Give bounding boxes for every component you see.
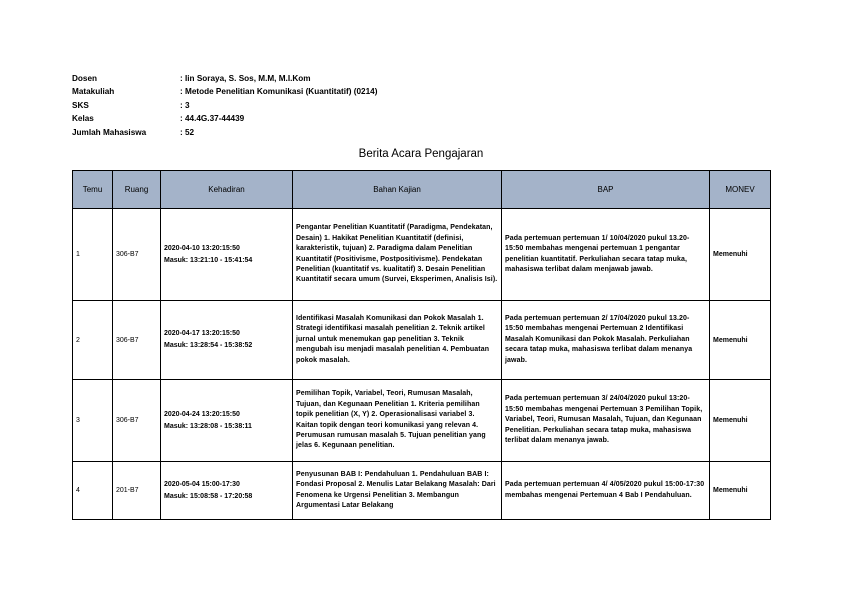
header-bap: BAP — [502, 171, 710, 209]
info-row-matakuliah — [72, 85, 377, 98]
document-title: Berita Acara Pengajaran — [358, 148, 484, 160]
cell-bahan-kajian: Pengantar Penelitian Kuantitatif (Paradigma, Pendekatan, Desain) 1. Hakikat Penelitian Kuantitatif (definisi, karakteristik, tujuan) 2. Paradigma dalam Penelitian Kuantitatif (Positivisme, Postpositivisme). Pendekatan Penelitian (kuantitatif vs. kualitatif) 3. Desain Penelitian Kuantitatif secara umum (Survei, Eksperimen, Analisis Isi). — [293, 209, 502, 301]
kehadiran-schedule: 2020-04-10 13:20:15:50 — [164, 244, 240, 252]
header-bahan-kajian: Bahan Kajian — [293, 171, 502, 209]
cell-bap: Pada pertemuan pertemuan 3/ 24/04/2020 pukul 13:20-15:50 membahas mengenai Pertemuan 3 Pemilihan Topik, Variabel, Teori, Rumusan Masalah, Tujuan, dan Kegunaan Penelitian. Perkuliahan secara tatap muka, mahasiswa terlibat dalam menanya jawab. — [502, 380, 710, 462]
cell-bap: Pada pertemuan pertemuan 2/ 17/04/2020 pukul 13.20-15:50 membahas mengenai Pertemuan 2 Identifikasi Masalah Komunikasi dan Pokok Masalah. Perkuliahan secara tatap muka, mahasiswa terlibat dalam menanya jawab. — [502, 301, 710, 380]
cell-temu: 4 — [73, 462, 113, 520]
header-monev: MONEV — [710, 171, 771, 209]
cell-bap: Pada pertemuan pertemuan 4/ 4/05/2020 pukul 15:00-17:30 membahas mengenai Pertemuan 4 Bab I Pendahuluan. — [502, 462, 710, 520]
cell-kehadiran — [161, 301, 293, 380]
info-value: : Metode Penelitian Komunikasi (Kuantitatif) (0214) — [180, 87, 378, 97]
info-value: : 52 — [180, 127, 195, 137]
cell-ruang: 306-B7 — [113, 380, 161, 462]
cell-ruang: 306-B7 — [113, 209, 161, 301]
info-value: : Iin Soraya, S. Sos, M.M, M.I.Kom — [180, 74, 311, 83]
table-row — [73, 380, 771, 462]
kehadiran-masuk: Masuk: 13:28:54 - 15:38:52 — [164, 342, 253, 349]
kehadiran-masuk: Masuk: 15:08:58 - 17:20:58 — [164, 492, 253, 500]
cell-ruang: 306-B7 — [113, 301, 161, 380]
header-kehadiran: Kehadiran — [161, 171, 293, 209]
info-row-dosen — [72, 72, 377, 85]
cell-kehadiran — [161, 209, 293, 301]
info-row-jumlah-mahasiswa — [72, 126, 377, 139]
info-row-sks — [72, 99, 377, 112]
kehadiran-masuk: Masuk: 13:21:10 - 15:41:54 — [164, 256, 253, 264]
course-info — [72, 72, 377, 139]
info-label: Matakuliah — [72, 87, 115, 97]
cell-monev: Memenuhi — [710, 301, 771, 380]
cell-kehadiran — [161, 380, 293, 462]
info-label: Jumlah Mahasiswa — [72, 127, 147, 137]
cell-temu: 3 — [73, 380, 113, 462]
table-row — [73, 462, 771, 520]
cell-kehadiran — [161, 462, 293, 520]
cell-monev: Memenuhi — [710, 380, 771, 462]
cell-bahan-kajian: Pemilihan Topik, Variabel, Teori, Rumusan Masalah, Tujuan, dan Kegunaan Penelitian 1. Kriteria pemilihan topik penelitian (X, Y) 2. Operasionalisasi variabel 3. Kaitan topik dengan teori komunikasi yang relevan 4. Perumusan rumusan masalah 5. Tujuan penelitian yang jelas 6. Kegunaan penelitian. — [293, 380, 502, 462]
info-value: : 44.4G.37-44439 — [180, 114, 245, 124]
info-label: SKS — [72, 100, 89, 110]
cell-ruang: 201-B7 — [113, 462, 161, 520]
info-row-kelas — [72, 112, 377, 125]
table-row — [73, 301, 771, 380]
kehadiran-schedule: 2020-04-24 13:20:15:50 — [164, 410, 240, 418]
kehadiran-masuk: Masuk: 13:28:08 - 15:38:11 — [164, 422, 252, 430]
cell-bap: Pada pertemuan pertemuan 1/ 10/04/2020 pukul 13.20-15:50 membahas mengenai pertemuan 1 pengantar penelitian kuantitatif. Perkuliahan secara tatap muka, mahasiswa terlibat dalam menjawab jawab. — [502, 209, 710, 301]
kehadiran-schedule: 2020-05-04 15:00-17:30 — [164, 480, 240, 488]
cell-temu: 1 — [73, 209, 113, 301]
bap-table — [72, 170, 771, 520]
table-header-row — [73, 171, 771, 209]
cell-bahan-kajian: Identifikasi Masalah Komunikasi dan Pokok Masalah 1. Strategi identifikasi masalah penelitian 2. Teknik artikel jurnal untuk menemukan gap penelitian 3. Teknik mengubah isu menjadi masalah penelitian 4. Pembuatan pokok masalah. — [293, 301, 502, 380]
info-label: Kelas — [72, 114, 94, 124]
info-value: : 3 — [180, 100, 190, 110]
info-label: Dosen — [72, 74, 98, 83]
header-temu: Temu — [73, 171, 113, 209]
cell-monev: Memenuhi — [710, 209, 771, 301]
cell-monev: Memenuhi — [710, 462, 771, 520]
cell-temu: 2 — [73, 301, 113, 380]
kehadiran-schedule: 2020-04-17 13:20:15:50 — [164, 330, 240, 337]
table-row — [73, 209, 771, 301]
header-ruang: Ruang — [113, 171, 161, 209]
cell-bahan-kajian: Penyusunan BAB I: Pendahuluan 1. Pendahuluan BAB I: Fondasi Proposal 2. Menulis Latar Belakang Masalah: Dari Fenomena ke Urgensi Penelitian 3. Membangun Argumentasi Latar Belakang — [293, 462, 502, 520]
